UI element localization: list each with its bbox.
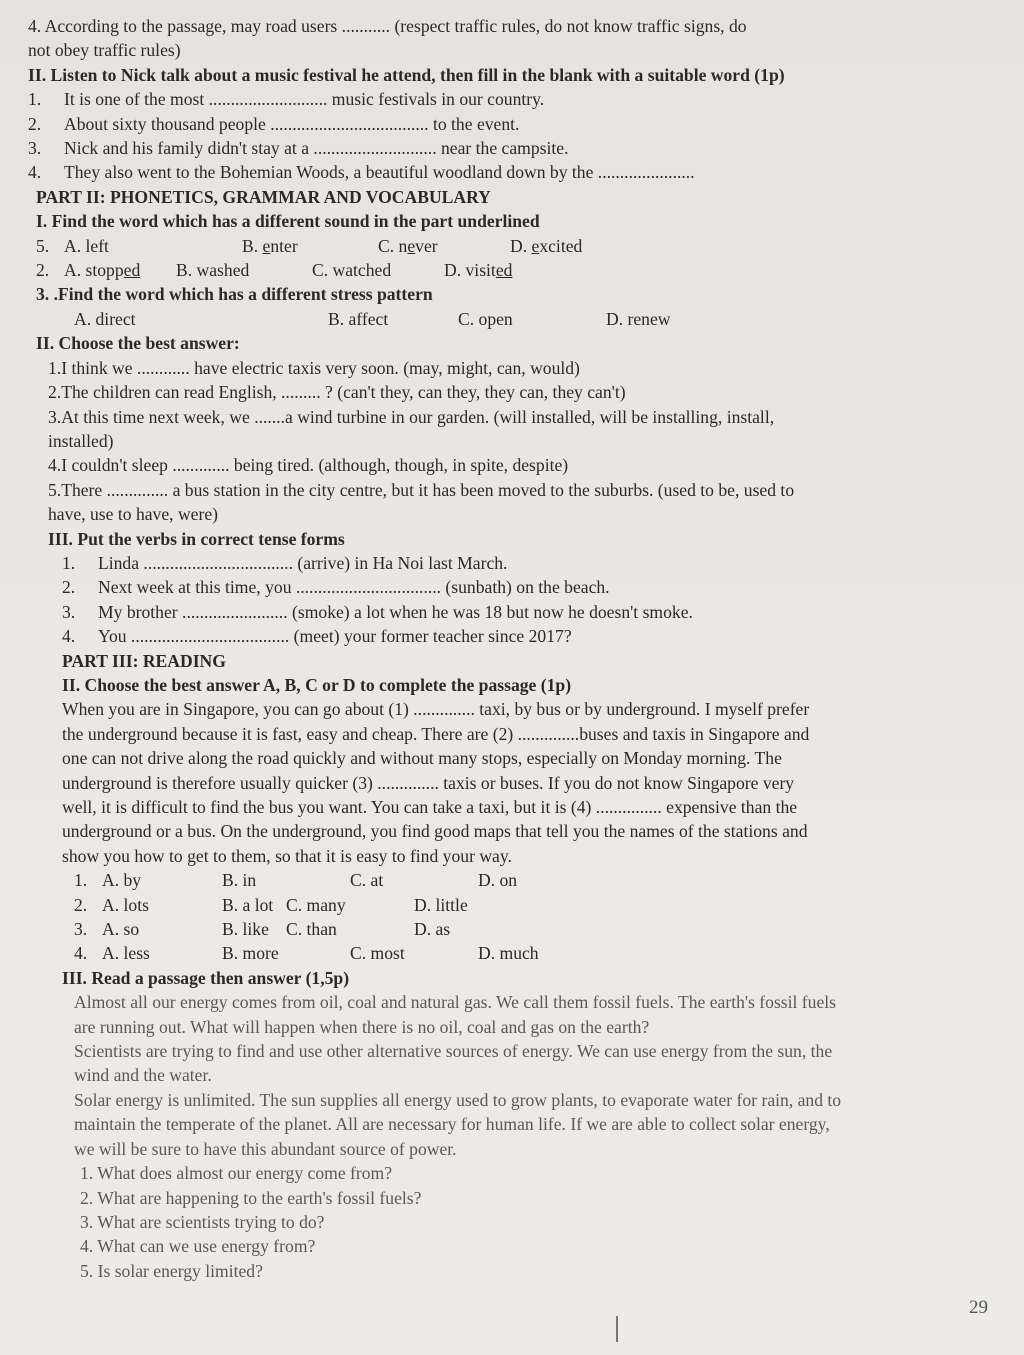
read-passage-line: we will be sure to have this abundant source of power. bbox=[74, 1138, 457, 1159]
sound-row-2: 2. A. stopped B. washed C. watched D. visited bbox=[36, 260, 513, 281]
part3-heading: PART III: READING bbox=[62, 650, 226, 671]
read-passage-line: are running out. What will happen when there is no oil, coal and gas on the earth? bbox=[74, 1016, 650, 1037]
passage-line: the underground because it is fast, easy and cheap. There are (2) ..............buses and taxis in Singapore and bbox=[62, 723, 810, 744]
tense-item: 4. You .................................... (meet) your former teacher since 2017? bbox=[62, 626, 572, 647]
part2-heading: PART II: PHONETICS, GRAMMAR AND VOCABULARY bbox=[36, 186, 491, 207]
stress-options: A. direct B. affect C. open D. renew bbox=[74, 308, 671, 329]
listening-heading: II. Listen to Nick talk about a music festival he attend, then fill in the blank with a suitable word (1p) bbox=[28, 64, 785, 85]
q4-line-2: not obey traffic rules) bbox=[28, 40, 181, 61]
choose-line: installed) bbox=[48, 430, 114, 451]
pen-mark bbox=[616, 1316, 618, 1342]
listening-item: 4. They also went to the Bohemian Woods, a beautiful woodland down by the ...................... bbox=[28, 162, 695, 183]
choose-line: 4.I couldn't sleep ............. being tired. (although, though, in spite, despite) bbox=[48, 455, 569, 476]
option-row: 3. A. so B. like C. than D. as bbox=[74, 919, 451, 940]
sound-heading: I. Find the word which has a different sound in the part underlined bbox=[36, 211, 540, 232]
question-line: 4. What can we use energy from? bbox=[80, 1236, 316, 1257]
read-passage-line: Almost all our energy comes from oil, coal and natural gas. We call them fossil fuels. The earth's fossil fuels bbox=[74, 992, 837, 1013]
choose-line: 1.I think we ............ have electric taxis very soon. (may, might, can, would) bbox=[48, 357, 580, 378]
choose-line: have, use to have, were) bbox=[48, 504, 218, 525]
listening-item: 2. About sixty thousand people .................................... to the event. bbox=[28, 113, 520, 134]
cloze-heading: II. Choose the best answer A, B, C or D to complete the passage (1p) bbox=[62, 674, 572, 695]
option-row: 2. A. lots B. a lot C. many D. little bbox=[74, 894, 468, 915]
read-passage-line: Scientists are trying to find and use other alternative sources of energy. We can use energy from the sun, the bbox=[74, 1041, 833, 1062]
q4-line-1: 4. According to the passage, may road users ........... (respect traffic rules, do not know traffic signs, do bbox=[28, 16, 747, 36]
passage-line: underground or a bus. On the underground, you find good maps that tell you the names of the stations and bbox=[62, 821, 808, 842]
passage-line: When you are in Singapore, you can go about (1) .............. taxi, by bus or by underground. I myself prefer bbox=[62, 699, 810, 720]
question-line: 3. What are scientists trying to do? bbox=[80, 1211, 325, 1232]
tense-item: 3. My brother ........................ (smoke) a lot when he was 18 but now he doesn't smoke. bbox=[62, 601, 693, 622]
choose-line: 2.The children can read English, ......... ? (can't they, can they, they can, they can't) bbox=[48, 382, 626, 403]
read-passage-line: Solar energy is unlimited. The sun supplies all energy used to grow plants, to evaporate water for rain, and to bbox=[74, 1089, 842, 1110]
listening-item: 3. Nick and his family didn't stay at a ............................ near the campsite. bbox=[28, 138, 569, 159]
tense-item: 1. Linda .................................. (arrive) in Ha Noi last March. bbox=[62, 552, 508, 573]
choose-line: 5.There .............. a bus station in the city centre, but it has been moved to the suburbs. (used to be, used to bbox=[48, 479, 795, 500]
read-passage-line: wind and the water. bbox=[74, 1065, 212, 1086]
option-row: 1. A. by B. in C. at D. on bbox=[74, 870, 518, 891]
passage-line: one can not drive along the road quickly and without many stops, especially on Monday morning. The bbox=[62, 748, 782, 769]
sound-row-5: 5. A. left B. enter C. never D. excited bbox=[36, 235, 583, 256]
tense-item: 2. Next week at this time, you ................................. (sunbath) on the beach. bbox=[62, 577, 610, 598]
question-line: 5. Is solar energy limited? bbox=[80, 1260, 263, 1281]
stress-heading: 3. .Find the word which has a different stress pattern bbox=[36, 284, 433, 305]
passage-line: well, it is difficult to find the bus you want. You can take a taxi, but it is (4) ............... expensive than the bbox=[62, 797, 798, 817]
option-row: 4. A. less B. more C. most D. much bbox=[74, 943, 539, 964]
choose-line: 3.At this time next week, we .......a wind turbine in our garden. (will installed, will be installing, install, bbox=[48, 406, 775, 427]
passage-line: underground is therefore usually quicker (3) .............. taxis or buses. If you do not know Singapore very bbox=[62, 772, 795, 793]
tense-heading: III. Put the verbs in correct tense forms bbox=[48, 528, 345, 549]
read-heading: III. Read a passage then answer (1,5p) bbox=[62, 967, 350, 988]
question-line: 1. What does almost our energy come from? bbox=[80, 1163, 393, 1184]
read-passage-line: maintain the temperate of the planet. All are necessary for human life. If we are able to collect solar energy, bbox=[74, 1114, 830, 1135]
choose-heading: II. Choose the best answer: bbox=[36, 333, 240, 354]
listening-item: 1. It is one of the most ........................... music festivals in our country. bbox=[28, 89, 545, 110]
passage-line: show you how to get to them, so that it is easy to find your way. bbox=[62, 845, 512, 866]
question-line: 2. What are happening to the earth's fossil fuels? bbox=[80, 1187, 422, 1208]
page-number: 29 bbox=[969, 1297, 988, 1318]
